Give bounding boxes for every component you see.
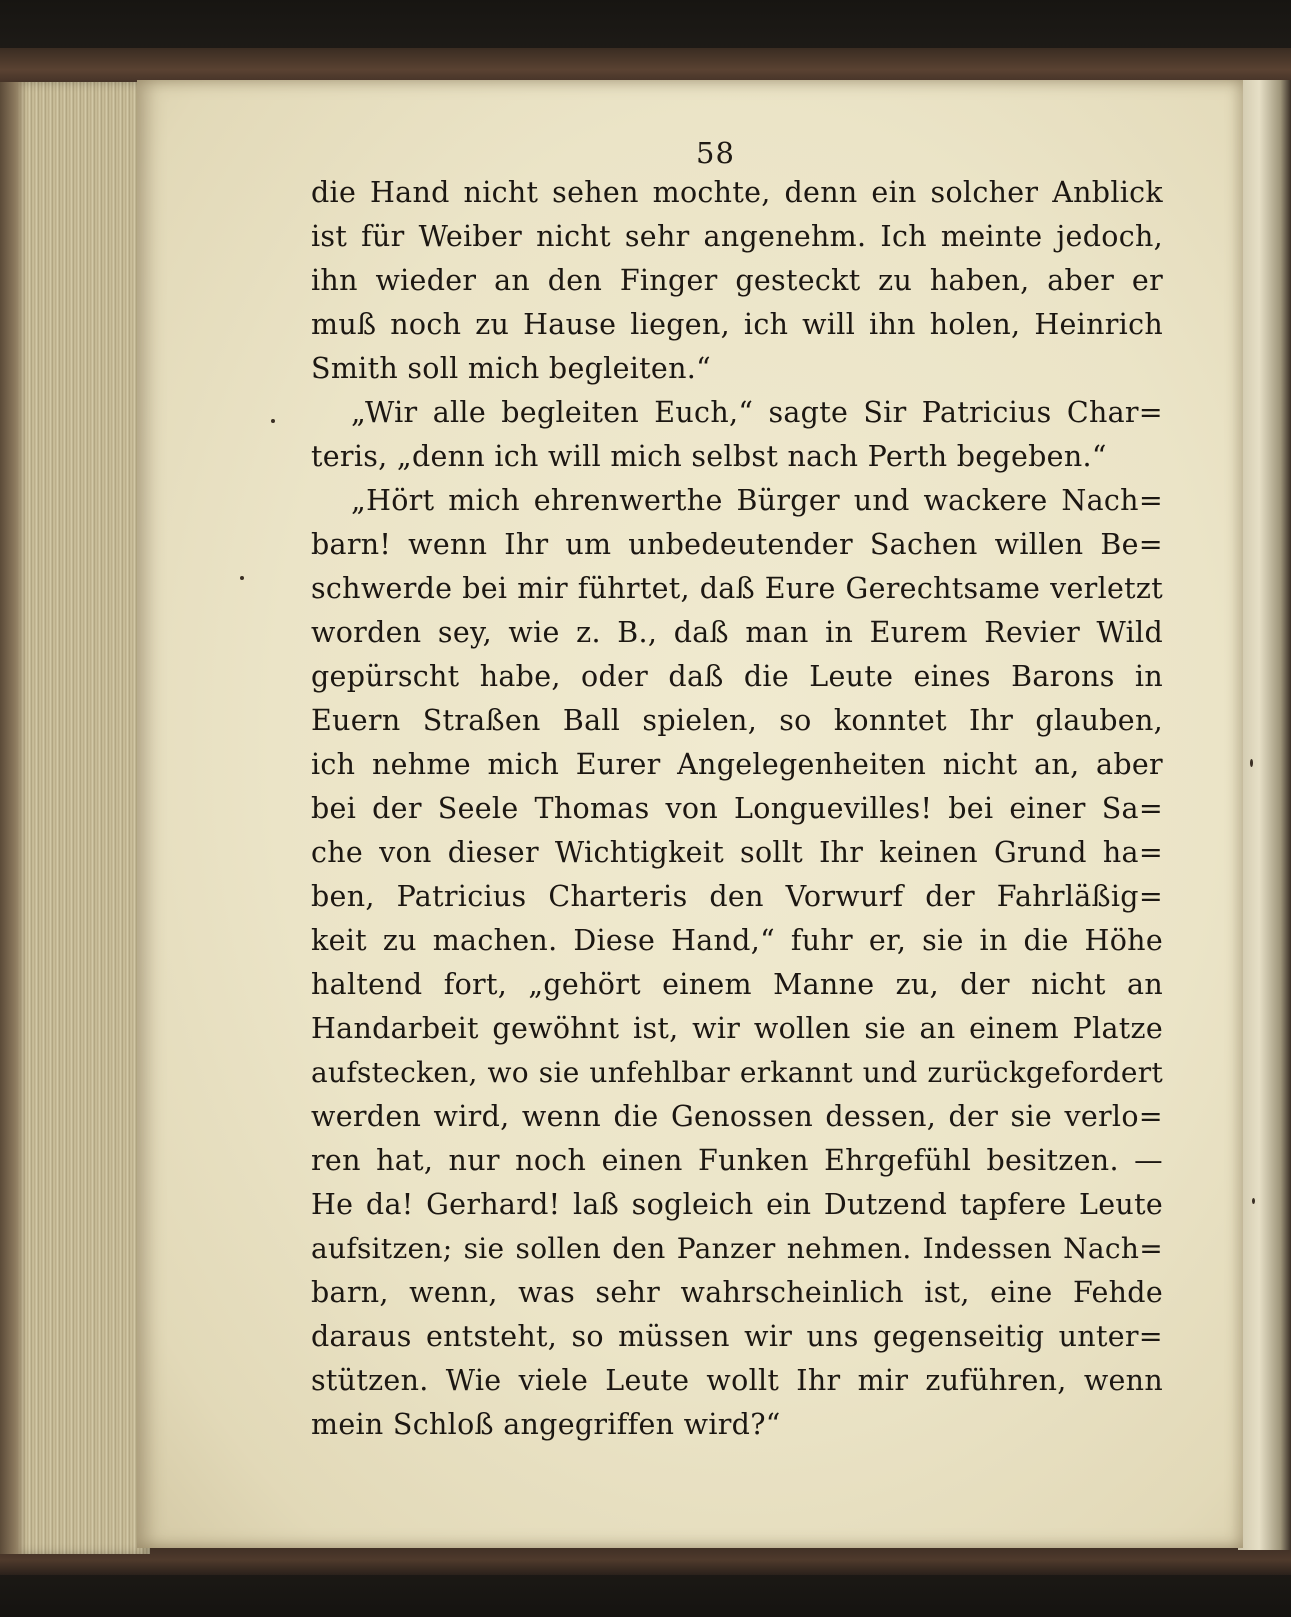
text-line: aufsitzen; sie sollen den Panzer nehmen. Indessen Nach= [311, 1232, 1163, 1265]
book-cover-bottom-edge [0, 1545, 1291, 1575]
page-speck [240, 576, 244, 580]
text-line: „Hört mich ehrenwerthe Bürger und wackere Nach= [351, 484, 1163, 517]
text-line: teris, „denn ich will mich selbst nach Perth begeben.“ [311, 440, 1107, 473]
text-line: ben, Patricius Charteris den Vorwurf der Fahrläßig= [311, 880, 1163, 913]
text-line: werden wird, wenn die Genossen dessen, der sie verlo= [311, 1100, 1163, 1133]
text-line: ist für Weiber nicht sehr angenehm. Ich meinte jedoch, [311, 220, 1163, 253]
text-line: die Hand nicht sehen mochte, denn ein solcher Anblick [311, 176, 1163, 209]
text-line: „Wir alle begleiten Euch,“ sagte Sir Patricius Char= [351, 396, 1163, 429]
text-line: ihn wieder an den Finger gesteckt zu haben, aber er [311, 264, 1163, 297]
text-line: Euern Straßen Ball spielen, so konntet Ihr glauben, [311, 704, 1163, 737]
next-page-edge [1238, 80, 1291, 1550]
page-stack-shadow [0, 82, 26, 1554]
text-line: mein Schloß angegriffen wird?“ [311, 1408, 781, 1441]
text-line: Handarbeit gewöhnt ist, wir wollen sie an einem Platze [311, 1012, 1163, 1045]
text-line: muß noch zu Hause liegen, ich will ihn holen, Heinrich [311, 308, 1163, 341]
text-line: gepürscht habe, oder daß die Leute eines Barons in [311, 660, 1163, 693]
text-line: schwerde bei mir führtet, daß Eure Gerechtsame verletzt [311, 572, 1163, 605]
text-line: barn, wenn, was sehr wahrscheinlich ist, eine Fehde [311, 1276, 1163, 1309]
text-line: daraus entsteht, so müssen wir uns gegenseitig unter= [311, 1320, 1163, 1353]
page-number: 58 [696, 136, 735, 170]
text-line: haltend fort, „gehört einem Manne zu, der nicht an [311, 968, 1163, 1001]
text-line: keit zu machen. Diese Hand,“ fuhr er, sie in die Höhe [311, 924, 1163, 957]
text-line: He da! Gerhard! laß sogleich ein Dutzend tapfere Leute [311, 1188, 1163, 1221]
text-line: Smith soll mich begleiten.“ [311, 352, 711, 385]
page-speck [1252, 1198, 1255, 1204]
page-speck [271, 419, 275, 423]
page-body-text [311, 171, 1163, 1447]
text-line: aufstecken, wo sie unfehlbar erkannt und zurückgefordert [311, 1056, 1163, 1089]
text-line: worden sey, wie z. B., daß man in Eurem Revier Wild [311, 616, 1163, 649]
text-line: bei der Seele Thomas von Longuevilles! bei einer Sa= [311, 792, 1163, 825]
text-line: stützen. Wie viele Leute wollt Ihr mir zuführen, wenn [311, 1364, 1163, 1397]
text-line: barn! wenn Ihr um unbedeutender Sachen willen Be= [311, 528, 1163, 561]
page-speck [1250, 759, 1253, 767]
text-line: che von dieser Wichtigkeit sollt Ihr keinen Grund ha= [311, 836, 1163, 869]
text-line: ich nehme mich Eurer Angelegenheiten nicht an, aber [311, 748, 1163, 781]
text-line: ren hat, nur noch einen Funken Ehrgefühl besitzen. — [311, 1144, 1163, 1177]
